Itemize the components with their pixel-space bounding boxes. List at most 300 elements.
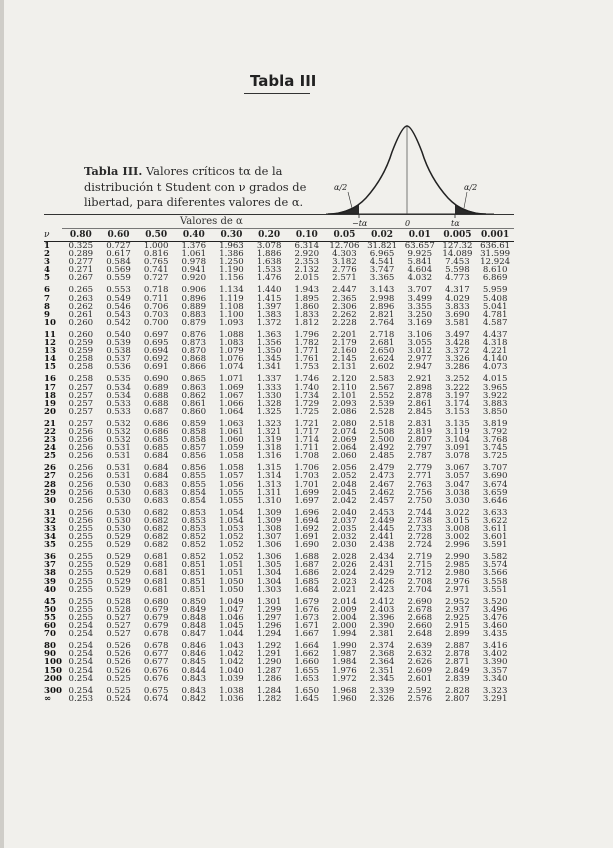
critical-value-cell: 0.851 [181,568,207,579]
critical-value-cell: 63.657 [404,241,435,251]
critical-value-cell: 0.257 [68,406,94,417]
table-row [44,683,514,695]
alpha-header: 0.02 [363,229,401,242]
critical-value-cell: 0.850 [181,596,207,607]
critical-value-cell: 0.532 [106,435,131,446]
critical-value-cell: 1.645 [294,693,320,704]
critical-value-cell: 0.532 [106,418,131,429]
critical-value-cell: 0.682 [143,507,169,518]
critical-value-cell: 0.862 [181,390,207,401]
critical-value-cell: 2.179 [332,338,357,349]
critical-value-cell: 0.530 [106,515,131,526]
critical-value-cell: 0.260 [68,329,94,340]
degrees-of-freedom-cell: ∞ [44,693,52,704]
critical-value-cell: 2.004 [332,612,357,623]
alpha-header: 0.60 [100,229,138,242]
critical-value-cell: 0.876 [181,329,207,340]
critical-value-cell: 1.753 [294,362,320,373]
critical-value-cell: 0.256 [68,471,94,482]
critical-value-cell: 2.756 [407,487,433,498]
critical-value-cell: 1.673 [294,612,320,623]
critical-value-cell: 0.530 [106,479,131,490]
critical-value-cell: 2.678 [407,604,433,615]
critical-value-cell: 2.364 [369,657,395,668]
critical-value-cell: 0.255 [68,540,94,551]
critical-value-cell: 12.924 [480,257,511,268]
critical-value-cell: 1.053 [219,524,244,534]
critical-value-cell: 3.252 [445,374,470,385]
critical-value-cell: 1.990 [332,641,357,652]
critical-value-cell: 0.681 [143,584,169,595]
critical-value-cell: 1.638 [256,257,282,268]
critical-value-cell: 0.683 [143,495,169,506]
degrees-of-freedom-cell: 3 [44,257,50,268]
critical-value-cell: 1.318 [256,443,282,454]
critical-value-cell: 2.878 [407,390,433,401]
alpha-header: 0.30 [213,229,251,242]
critical-value-cell: 0.718 [143,285,169,296]
critical-value-cell: 2.060 [332,451,357,462]
critical-value-cell: 3.355 [407,301,433,312]
critical-value-cell: 2.690 [407,596,433,607]
critical-value-cell: 0.538 [106,346,131,357]
critical-value-cell: 0.879 [181,317,207,328]
critical-value-cell: 1.696 [294,507,320,518]
critical-value-cell: 0.325 [68,241,94,251]
table-row [44,452,514,460]
critical-value-cell: 0.255 [68,576,94,587]
critical-value-cell: 0.525 [106,685,131,696]
critical-value-cell: 1.313 [256,479,282,490]
critical-value-cell: 3.182 [332,257,357,268]
critical-value-cell: 3.611 [482,524,508,534]
critical-value-cell: 2.937 [445,604,470,615]
degrees-of-freedom-cell: 27 [44,471,56,482]
critical-value-cell: 0.852 [181,552,207,563]
header-row [44,229,514,242]
critical-value-cell: 0.529 [106,532,131,543]
critical-value-cell: 3.476 [482,612,508,623]
critical-value-cell: 2.715 [407,560,433,571]
critical-value-cell: 3.499 [407,293,433,304]
critical-value-cell: 0.527 [106,612,131,623]
neg-t-label: −tα [352,219,368,228]
critical-value-cell: 2.064 [332,443,357,454]
critical-value-cell: 0.259 [68,338,94,349]
critical-value-cell: 0.526 [106,657,131,668]
critical-value-cell: 0.526 [106,641,131,652]
degrees-of-freedom-cell: 1 [44,241,50,251]
critical-value-cell: 0.289 [68,249,94,260]
critical-value-cell: 1.051 [219,560,244,571]
critical-value-cell: 3.067 [445,463,470,474]
critical-value-cell: 0.262 [68,301,94,312]
degrees-of-freedom-cell: 50 [44,604,56,615]
critical-value-cell: 1.296 [256,621,282,632]
critical-value-cell: 0.534 [106,390,131,401]
critical-value-cell: 0.253 [68,693,94,704]
critical-value-cell: 0.255 [68,612,94,623]
critical-value-cell: 1.337 [256,374,282,385]
critical-value-cell: 31.821 [367,241,398,251]
table-row [44,541,514,549]
critical-value-cell: 1.976 [332,665,357,676]
critical-value-cell: 1.703 [294,471,320,482]
critical-value-cell: 1.315 [256,463,282,474]
degrees-of-freedom-cell: 8 [44,301,50,312]
critical-value-cell: 2.110 [332,382,357,393]
critical-value-cell: 0.256 [68,426,94,437]
critical-value-cell: 2.724 [407,540,433,551]
critical-value-cell: 2.396 [369,612,395,623]
critical-value-cell: 3.012 [407,346,433,357]
critical-value-cell: 3.323 [482,685,508,696]
critical-value-cell: 0.542 [106,317,131,328]
critical-value-cell: 4.015 [482,374,508,385]
critical-value-cell: 0.703 [143,309,169,320]
critical-value-cell: 1.690 [294,540,320,551]
critical-value-cell: 0.677 [143,649,169,660]
critical-value-cell: 1.860 [294,301,320,312]
critical-value-cell: 0.682 [143,540,169,551]
critical-value-cell: 1.697 [294,495,320,506]
critical-value-cell: 3.416 [482,641,508,652]
critical-value-cell: 1.054 [219,515,244,526]
critical-value-cell: 0.256 [68,463,94,474]
critical-value-cell: 3.633 [482,507,508,518]
critical-value-cell: 4.317 [445,285,470,296]
critical-value-cell: 0.254 [68,621,94,632]
critical-value-cell: 3.057 [445,471,470,482]
critical-value-cell: 1.987 [332,649,357,660]
critical-value-cell: 1.083 [219,338,244,349]
critical-value-cell: 1.771 [294,346,320,357]
critical-value-cell: 1.383 [256,309,282,320]
critical-value-cell: 1.063 [219,418,244,429]
critical-value-cell: 0.691 [143,362,169,373]
degrees-of-freedom-cell: 80 [44,641,56,652]
degrees-of-freedom-cell: 29 [44,487,56,498]
critical-value-cell: 2.467 [369,479,395,490]
critical-value-cell: 0.941 [181,265,207,276]
critical-value-cell: 0.842 [181,693,207,704]
critical-value-cell: 4.437 [482,329,508,340]
critical-value-cell: 1.061 [181,249,207,260]
critical-value-cell: 0.254 [68,665,94,676]
critical-value-cell: 1.079 [219,346,244,357]
critical-value-cell: 0.526 [106,649,131,660]
critical-value-cell: 2.449 [369,515,395,526]
critical-value-cell: 0.697 [143,329,169,340]
critical-value-cell: 3.038 [445,487,470,498]
critical-value-cell: 0.569 [106,265,131,276]
degrees-of-freedom-cell: 25 [44,451,56,462]
critical-value-cell: 1.301 [256,596,282,607]
critical-value-cell: 0.853 [181,507,207,518]
critical-value-cell: 0.685 [143,443,169,454]
critical-value-cell: 1.044 [219,629,244,640]
critical-value-cell: 127.32 [442,241,473,251]
critical-value-cell: 0.256 [68,451,94,462]
degrees-of-freedom-cell: 11 [44,329,56,340]
critical-value-cell: 3.402 [482,649,508,660]
page-title: Tabla III [250,72,317,90]
alpha-header: 0.10 [288,229,326,242]
critical-value-cell: 0.852 [181,532,207,543]
critical-value-cell: 0.536 [106,362,131,373]
critical-value-cell: 1.060 [219,435,244,446]
critical-value-cell: 0.677 [143,657,169,668]
critical-value-cell: 3.104 [445,435,470,446]
critical-value-cell: 2.898 [407,382,433,393]
critical-value-cell: 4.318 [482,338,508,349]
critical-value-cell: 1.304 [256,568,282,579]
critical-value-cell: 0.256 [68,507,94,518]
critical-value-cell: 1.309 [256,507,282,518]
critical-value-cell: 2.592 [407,685,433,696]
critical-value-cell: 1.333 [256,382,282,393]
critical-value-cell: 1.049 [219,596,244,607]
critical-value-cell: 2.479 [369,463,395,474]
critical-value-cell: 1.287 [256,665,282,676]
critical-value-cell: 1.782 [294,338,320,349]
critical-value-cell: 0.530 [106,495,131,506]
critical-value-cell: 2.093 [332,398,357,409]
critical-value-cell: 2.086 [332,406,357,417]
critical-value-cell: 1.994 [332,629,357,640]
critical-value-cell: 2.345 [369,673,395,684]
critical-value-cell: 2.048 [332,479,357,490]
critical-value-cell: 0.255 [68,604,94,615]
critical-value-cell: 0.843 [181,673,207,684]
degrees-of-freedom-cell: 45 [44,596,56,607]
critical-value-cell: 3.581 [445,317,470,328]
critical-value-cell: 5.041 [482,301,508,312]
critical-value-cell: 0.258 [68,374,94,385]
critical-value-cell: 0.866 [181,362,207,373]
critical-value-cell: 0.855 [181,471,207,482]
degrees-of-freedom-cell: 7 [44,293,50,304]
critical-value-cell: 3.153 [445,406,470,417]
critical-value-cell: 2.712 [407,568,433,579]
critical-value-cell: 3.690 [445,309,470,320]
critical-value-cell: 0.849 [181,604,207,615]
critical-value-cell: 0.529 [106,584,131,595]
critical-value-cell: 14.089 [442,249,473,260]
right-tail-pointer [464,192,467,208]
critical-value-cell: 2.602 [369,362,395,373]
critical-value-cell: 0.254 [68,657,94,668]
critical-value-cell: 0.529 [106,560,131,571]
critical-value-cell: 0.865 [181,374,207,385]
critical-value-cell: 2.024 [332,568,357,579]
critical-value-cell: 0.851 [181,560,207,571]
critical-value-cell: 3.015 [445,515,470,526]
critical-value-cell: 1.311 [256,487,282,498]
critical-value-cell: 0.267 [68,273,94,284]
critical-value-cell: 2.976 [445,576,470,587]
critical-value-cell: 0.533 [106,398,131,409]
critical-value-cell: 2.849 [445,665,470,676]
critical-value-cell: 2.660 [407,621,433,632]
degrees-of-freedom-cell: 90 [44,649,56,660]
critical-value-cell: 1.040 [219,665,244,676]
critical-value-cell: 0.534 [106,382,131,393]
critical-value-cell: 3.707 [407,285,433,296]
critical-value-cell: 1.476 [256,273,282,284]
critical-value-cell: 1.725 [294,406,320,417]
critical-value-cell: 0.549 [106,293,131,304]
critical-value-cell: 2.632 [407,649,433,660]
critical-value-cell: 2.403 [369,604,395,615]
critical-value-cell: 3.390 [482,657,508,668]
critical-value-cell: 1.299 [256,604,282,615]
critical-value-cell: 0.255 [68,552,94,563]
critical-value-cell: 1.156 [219,273,244,284]
critical-value-cell: 3.551 [482,584,508,595]
critical-value-cell: 0.694 [143,346,169,357]
critical-value-cell: 0.256 [68,495,94,506]
critical-value-cell: 2.500 [369,435,395,446]
critical-value-cell: 0.255 [68,596,94,607]
critical-value-cell: 1.069 [219,382,244,393]
critical-value-cell: 3.707 [482,463,508,474]
critical-value-cell: 3.286 [445,362,470,373]
critical-value-cell: 0.277 [68,257,94,268]
critical-value-cell: 0.531 [106,443,131,454]
critical-value-cell: 2.871 [445,657,470,668]
left-tail-shade [330,204,359,214]
critical-value-cell: 0.852 [181,540,207,551]
critical-value-cell: 3.496 [482,604,508,615]
critical-value-cell: 2.390 [369,621,395,632]
critical-value-cell: 0.255 [68,584,94,595]
critical-value-cell: 1.050 [219,584,244,595]
critical-value-cell: 1.660 [294,657,320,668]
critical-value-cell: 3.745 [482,443,508,454]
critical-value-cell: 0.543 [106,309,131,320]
critical-value-cell: 2.429 [369,568,395,579]
critical-value-cell: 2.733 [407,524,433,534]
critical-value-cell: 1.067 [219,390,244,401]
critical-value-cell: 2.576 [407,693,433,704]
degrees-of-freedom-cell: 20 [44,406,56,417]
critical-value-cell: 0.906 [181,285,207,296]
critical-value-cell: 1.297 [256,612,282,623]
critical-value-cell: 2.845 [407,406,433,417]
critical-value-cell: 0.532 [106,426,131,437]
critical-value-cell: 2.971 [445,584,470,595]
critical-value-cell: 1.323 [256,418,282,429]
critical-value-cell: 0.920 [181,273,207,284]
critical-value-cell: 3.357 [482,665,508,676]
critical-value-cell: 1.284 [256,685,282,696]
right-tail-label: α/2 [464,183,478,192]
table-row [44,630,514,638]
degrees-of-freedom-cell: 26 [44,463,56,474]
critical-value-cell: 3.078 [445,451,470,462]
critical-value-cell: 2.101 [332,390,357,401]
critical-value-cell: 0.674 [143,693,169,704]
critical-value-cell: 1.316 [256,451,282,462]
table-row [44,319,514,327]
degrees-of-freedom-cell: 150 [44,665,62,676]
critical-value-cell: 4.587 [482,317,508,328]
critical-value-cell: 1.721 [294,418,320,429]
critical-value-cell: 0.848 [181,612,207,623]
critical-value-cell: 1.036 [219,693,244,704]
critical-value-cell: 1.415 [256,293,282,304]
critical-value-cell: 6.314 [294,241,320,251]
critical-value-cell: 3.558 [482,576,508,587]
critical-value-cell: 2.828 [445,685,470,696]
critical-value-cell: 0.857 [181,443,207,454]
critical-value-cell: 1.071 [219,374,244,385]
critical-value-cell: 0.256 [68,479,94,490]
critical-value-cell: 3.792 [482,426,508,437]
critical-value-cell: 3.747 [369,265,395,276]
alpha-group-header [44,214,514,229]
degrees-of-freedom-cell: 200 [44,673,62,684]
critical-value-cell: 1.714 [294,435,320,446]
critical-value-cell: 2.037 [332,515,357,526]
critical-value-cell: 1.309 [256,515,282,526]
degrees-of-freedom-cell: 33 [44,524,56,534]
critical-value-cell: 1.397 [256,301,282,312]
critical-value-cell: 3.768 [482,435,508,446]
critical-value-cell: 1.303 [256,584,282,595]
degrees-of-freedom-cell: 38 [44,568,56,579]
alpha-header: 0.001 [476,229,514,242]
alpha-header: 0.40 [175,229,213,242]
critical-value-cell: 1.321 [256,426,282,437]
critical-value-cell: 3.119 [445,426,470,437]
critical-value-cell: 3.601 [482,532,508,543]
critical-value-cell: 2.021 [332,584,357,595]
critical-value-cell: 3.582 [482,552,508,563]
critical-value-cell: 1.688 [294,552,320,563]
table-caption [84,164,324,211]
critical-value-cell: 0.765 [143,257,169,268]
critical-value-cell: 7.453 [445,257,470,268]
critical-value-cell: 0.883 [181,309,207,320]
critical-value-cell: 2.445 [369,524,395,534]
critical-value-cell: 0.254 [68,629,94,640]
critical-value-cell: 0.676 [143,665,169,676]
critical-value-cell: 2.819 [407,426,433,437]
critical-value-cell: 0.689 [143,382,169,393]
critical-value-cell: 1.761 [294,354,320,365]
nu-header: ν [44,229,62,242]
critical-value-cell: 2.681 [369,338,395,349]
critical-value-cell: 1.943 [294,285,320,296]
degrees-of-freedom-cell: 5 [44,273,50,284]
critical-value-cell: 0.528 [106,604,131,615]
critical-value-cell: 2.990 [445,552,470,563]
critical-value-cell: 1.250 [219,257,244,268]
critical-value-cell: 2.368 [369,649,395,660]
critical-value-cell: 2.915 [445,621,470,632]
critical-value-cell: 1.984 [332,657,357,668]
critical-value-cell: 2.763 [407,479,433,490]
degrees-of-freedom-cell: 2 [44,249,50,260]
critical-value-cell: 0.530 [106,487,131,498]
critical-value-cell: 2.861 [407,398,433,409]
critical-value-cell: 1.052 [219,532,244,543]
critical-value-cell: 2.080 [332,418,357,429]
critical-value-cell: 0.254 [68,649,94,660]
critical-value-cell: 3.460 [482,621,508,632]
